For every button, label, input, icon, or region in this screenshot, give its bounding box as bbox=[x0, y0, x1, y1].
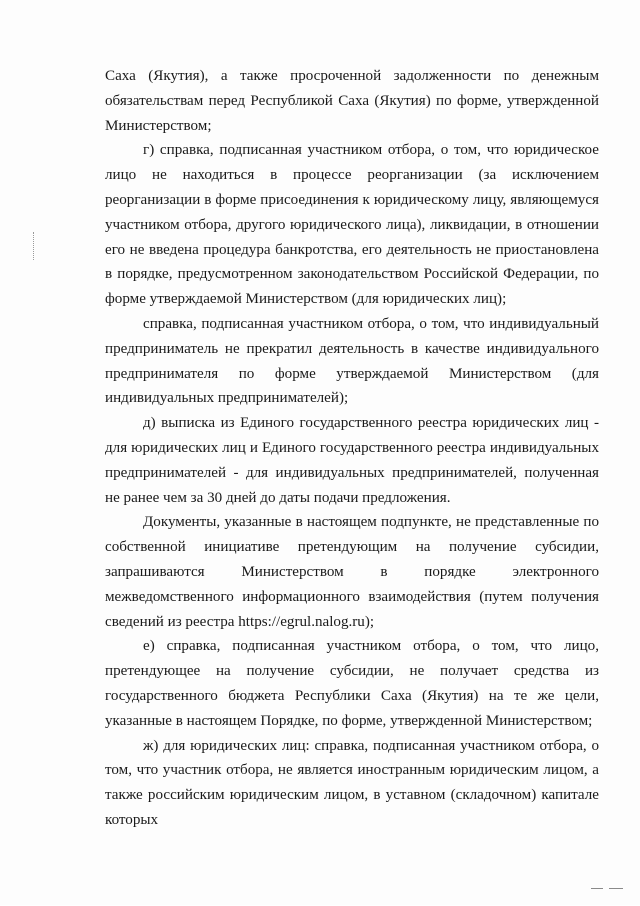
paragraph-g: г) справка, подписанная участником отбора, о том, что юридическое лицо не находиться в процессе реорганизации (за исключением реорганизации в форме присоединения к юридическому лицу, являющемуся участником отбора, другого юридического лица), ликвидации, в отношении его не введена процедура банкротства, его деятельность не приостановлена в порядке, предусмотренном законодательством Российской Федерации, по форме утверждаемой Министерством (для юридических лиц); bbox=[105, 142, 599, 308]
paragraph-e: е) справка, подписанная участником отбора, о том, что лицо, претендующее на получение субсидии, не получает средства из государственного бюджета Республики Саха (Якутия) на те же цели, указанные в настоящем Порядке, по форме, утвержденной Министерством; bbox=[105, 638, 599, 729]
paragraph-ip-certificate: справка, подписанная участником отбора, о том, что индивидуальный предприниматель не прекратил деятельность в качестве индивидуального предпринимателя по форме утверждаемой Министерством (для индивидуальных предпринимателей); bbox=[105, 315, 599, 407]
document-body bbox=[105, 64, 599, 833]
paragraph-d: д) выписка из Единого государственного реестра юридических лиц - для юридических лиц и Единого государственного реестра индивидуальных предпринимателей - для индивидуальных предпринимателей, полученная не ранее чем за 30 дней до даты подачи предложения. bbox=[105, 415, 599, 506]
paragraph-documents: Документы, указанные в настоящем подпункте, не представленные по собственной инициативе претендующим на получение субсидии, запрашиваются Министерством в порядке электронного межведомственного информационного взаимодействия (путем получения сведений из реестра https://egrul.nalog.ru); bbox=[105, 514, 599, 630]
paragraph-continuation: Саха (Якутия), а также просроченной задолженности по денежным обязательствам перед Республикой Саха (Якутия) по форме, утвержденной Министерством; bbox=[105, 68, 599, 134]
corner-mark bbox=[591, 888, 625, 890]
margin-mark bbox=[33, 232, 36, 260]
paragraph-zh: ж) для юридических лиц: справка, подписанная участником отбора, о том, что участник отбора, не является иностранным юридическим лицом, а также российским юридическим лицом, в уставном (складочном) капитале которых bbox=[105, 737, 599, 828]
